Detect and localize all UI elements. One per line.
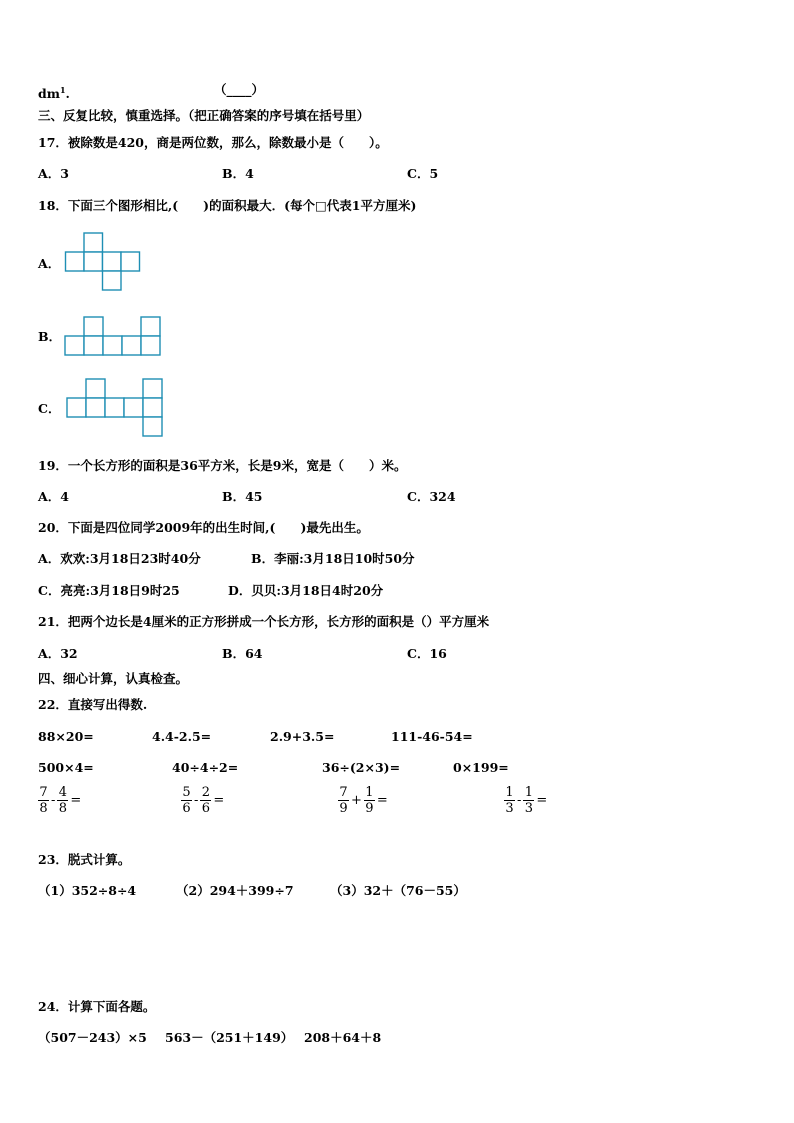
q18-option-b: B．: [38, 329, 62, 344]
numerator: 1: [505, 785, 514, 800]
q18-figure-a: [64, 232, 144, 292]
q18-option-a: A．: [38, 256, 61, 271]
operator: -: [517, 793, 522, 808]
q19-stem: 19．一个长方形的面积是36平方米，长是9米，宽是（ ）米。: [38, 458, 407, 473]
equals: =: [376, 793, 388, 808]
q22-row1-item: 111-46-54=: [391, 729, 473, 744]
cell: [143, 398, 162, 417]
q19-option-a: A．4: [38, 489, 69, 504]
operator: -: [194, 793, 199, 808]
fraction: [57, 785, 68, 816]
operator: -: [51, 793, 56, 808]
equals: =: [70, 793, 82, 808]
q17-option-b: B．4: [222, 166, 254, 181]
section-4-title: 四、细心计算，认真检查。: [38, 671, 189, 686]
q19-option-b: B．45: [222, 489, 263, 504]
q24-stem: 24．计算下面各题。: [38, 999, 156, 1014]
numerator: 4: [58, 785, 68, 800]
fraction: [181, 785, 192, 816]
q22-row1-item: 4.4-2.5=: [152, 729, 212, 744]
unit-superscript: 1: [59, 85, 66, 95]
q21-option-c: C．16: [407, 646, 447, 661]
equals: =: [536, 793, 548, 808]
cell: [67, 398, 86, 417]
q21-stem: 21．把两个边长是4厘米的正方形拼成一个长方形，长方形的面积是（）平方厘米: [38, 614, 490, 629]
denominator: 6: [182, 801, 191, 816]
q22-row2-item: 500×4=: [38, 760, 94, 775]
cell: [103, 271, 122, 290]
q24-item: 563－（251＋149）: [165, 1030, 294, 1045]
cell: [143, 417, 162, 436]
q22-fraction-expr: [181, 785, 224, 816]
section-3-title: 三、反复比较，慎重选择。（把正确答案的序号填在括号里）: [38, 108, 370, 123]
cell: [86, 398, 105, 417]
numerator: 7: [39, 785, 48, 800]
cell: [105, 398, 124, 417]
denominator: 6: [201, 801, 211, 816]
unit-dm: dm: [38, 86, 60, 102]
q18-figure-b: [64, 316, 164, 358]
cell: [122, 336, 141, 355]
cell: [141, 336, 160, 355]
operator: +: [351, 793, 362, 808]
q17-option-a: A．3: [38, 166, 69, 181]
q19-option-c: C．324: [407, 489, 456, 504]
answer-blank: （____）: [214, 82, 265, 97]
q21-option-a: A．32: [38, 646, 78, 661]
numerator: 5: [182, 785, 191, 800]
cell: [103, 252, 122, 271]
cell: [84, 336, 103, 355]
q20-option-d: D．贝贝:3月18日4时20分: [228, 583, 384, 598]
cell: [84, 252, 103, 271]
q22-fraction-expr: [504, 785, 547, 816]
period: .: [65, 86, 70, 102]
q23-item: （1）352÷8÷4: [38, 883, 137, 898]
q18-stem: 18．下面三个图形相比,( )的面积最大．(每个□代表1平方厘米): [38, 198, 417, 213]
q22-row2-item: 0×199=: [453, 760, 509, 775]
fraction: [504, 785, 515, 816]
q20-stem: 20．下面是四位同学2009年的出生时间,( )最先出生。: [38, 520, 369, 535]
prev-question-tail: [38, 82, 70, 102]
cell: [84, 317, 103, 336]
numerator: 2: [201, 785, 211, 800]
fraction: [523, 785, 534, 816]
q22-row2-item: 36÷(2×3)=: [322, 760, 401, 775]
cell: [141, 317, 160, 336]
cell: [143, 379, 162, 398]
cell: [124, 398, 143, 417]
denominator: 8: [39, 801, 48, 816]
fraction: [364, 785, 375, 816]
cell: [121, 252, 140, 271]
q18-figure-c: [66, 378, 166, 438]
cell: [84, 233, 103, 252]
q23-item: （2）294＋399÷7: [176, 883, 294, 898]
fraction: [200, 785, 211, 816]
q20-option-b: B．李丽:3月18日10时50分: [251, 551, 415, 566]
cell: [86, 379, 105, 398]
cell: [66, 252, 85, 271]
fraction: [38, 785, 49, 816]
cell: [65, 336, 84, 355]
denominator: 9: [339, 801, 348, 816]
cell: [103, 336, 122, 355]
q23-item: （3）32＋（76－55）: [330, 883, 466, 898]
denominator: 9: [365, 801, 374, 816]
numerator: 7: [339, 785, 348, 800]
q24-item: （507－243）×5: [38, 1030, 147, 1045]
q17-option-c: C．5: [407, 166, 439, 181]
q22-row1-item: 2.9+3.5=: [270, 729, 335, 744]
q23-stem: 23．脱式计算。: [38, 852, 131, 867]
q22-stem: 22．直接写出得数.: [38, 697, 148, 712]
q22-fraction-expr: [338, 785, 388, 816]
denominator: 3: [505, 801, 514, 816]
numerator: 1: [524, 785, 534, 800]
q17-stem: 17．被除数是420，商是两位数，那么，除数最小是（ ）。: [38, 135, 388, 150]
equals: =: [213, 793, 225, 808]
q21-option-b: B．64: [222, 646, 263, 661]
denominator: 3: [524, 801, 534, 816]
q20-option-c: C．亮亮:3月18日9时25: [38, 583, 180, 598]
numerator: 1: [365, 785, 374, 800]
q18-option-c: C．: [38, 401, 61, 416]
fraction: [338, 785, 349, 816]
q22-row2-item: 40÷4÷2=: [172, 760, 239, 775]
q22-fraction-expr: [38, 785, 81, 816]
q20-option-a: A．欢欢:3月18日23时40分: [38, 551, 201, 566]
q22-row1-item: 88×20=: [38, 729, 94, 744]
q24-item: 208＋64＋8: [304, 1030, 382, 1045]
denominator: 8: [58, 801, 68, 816]
